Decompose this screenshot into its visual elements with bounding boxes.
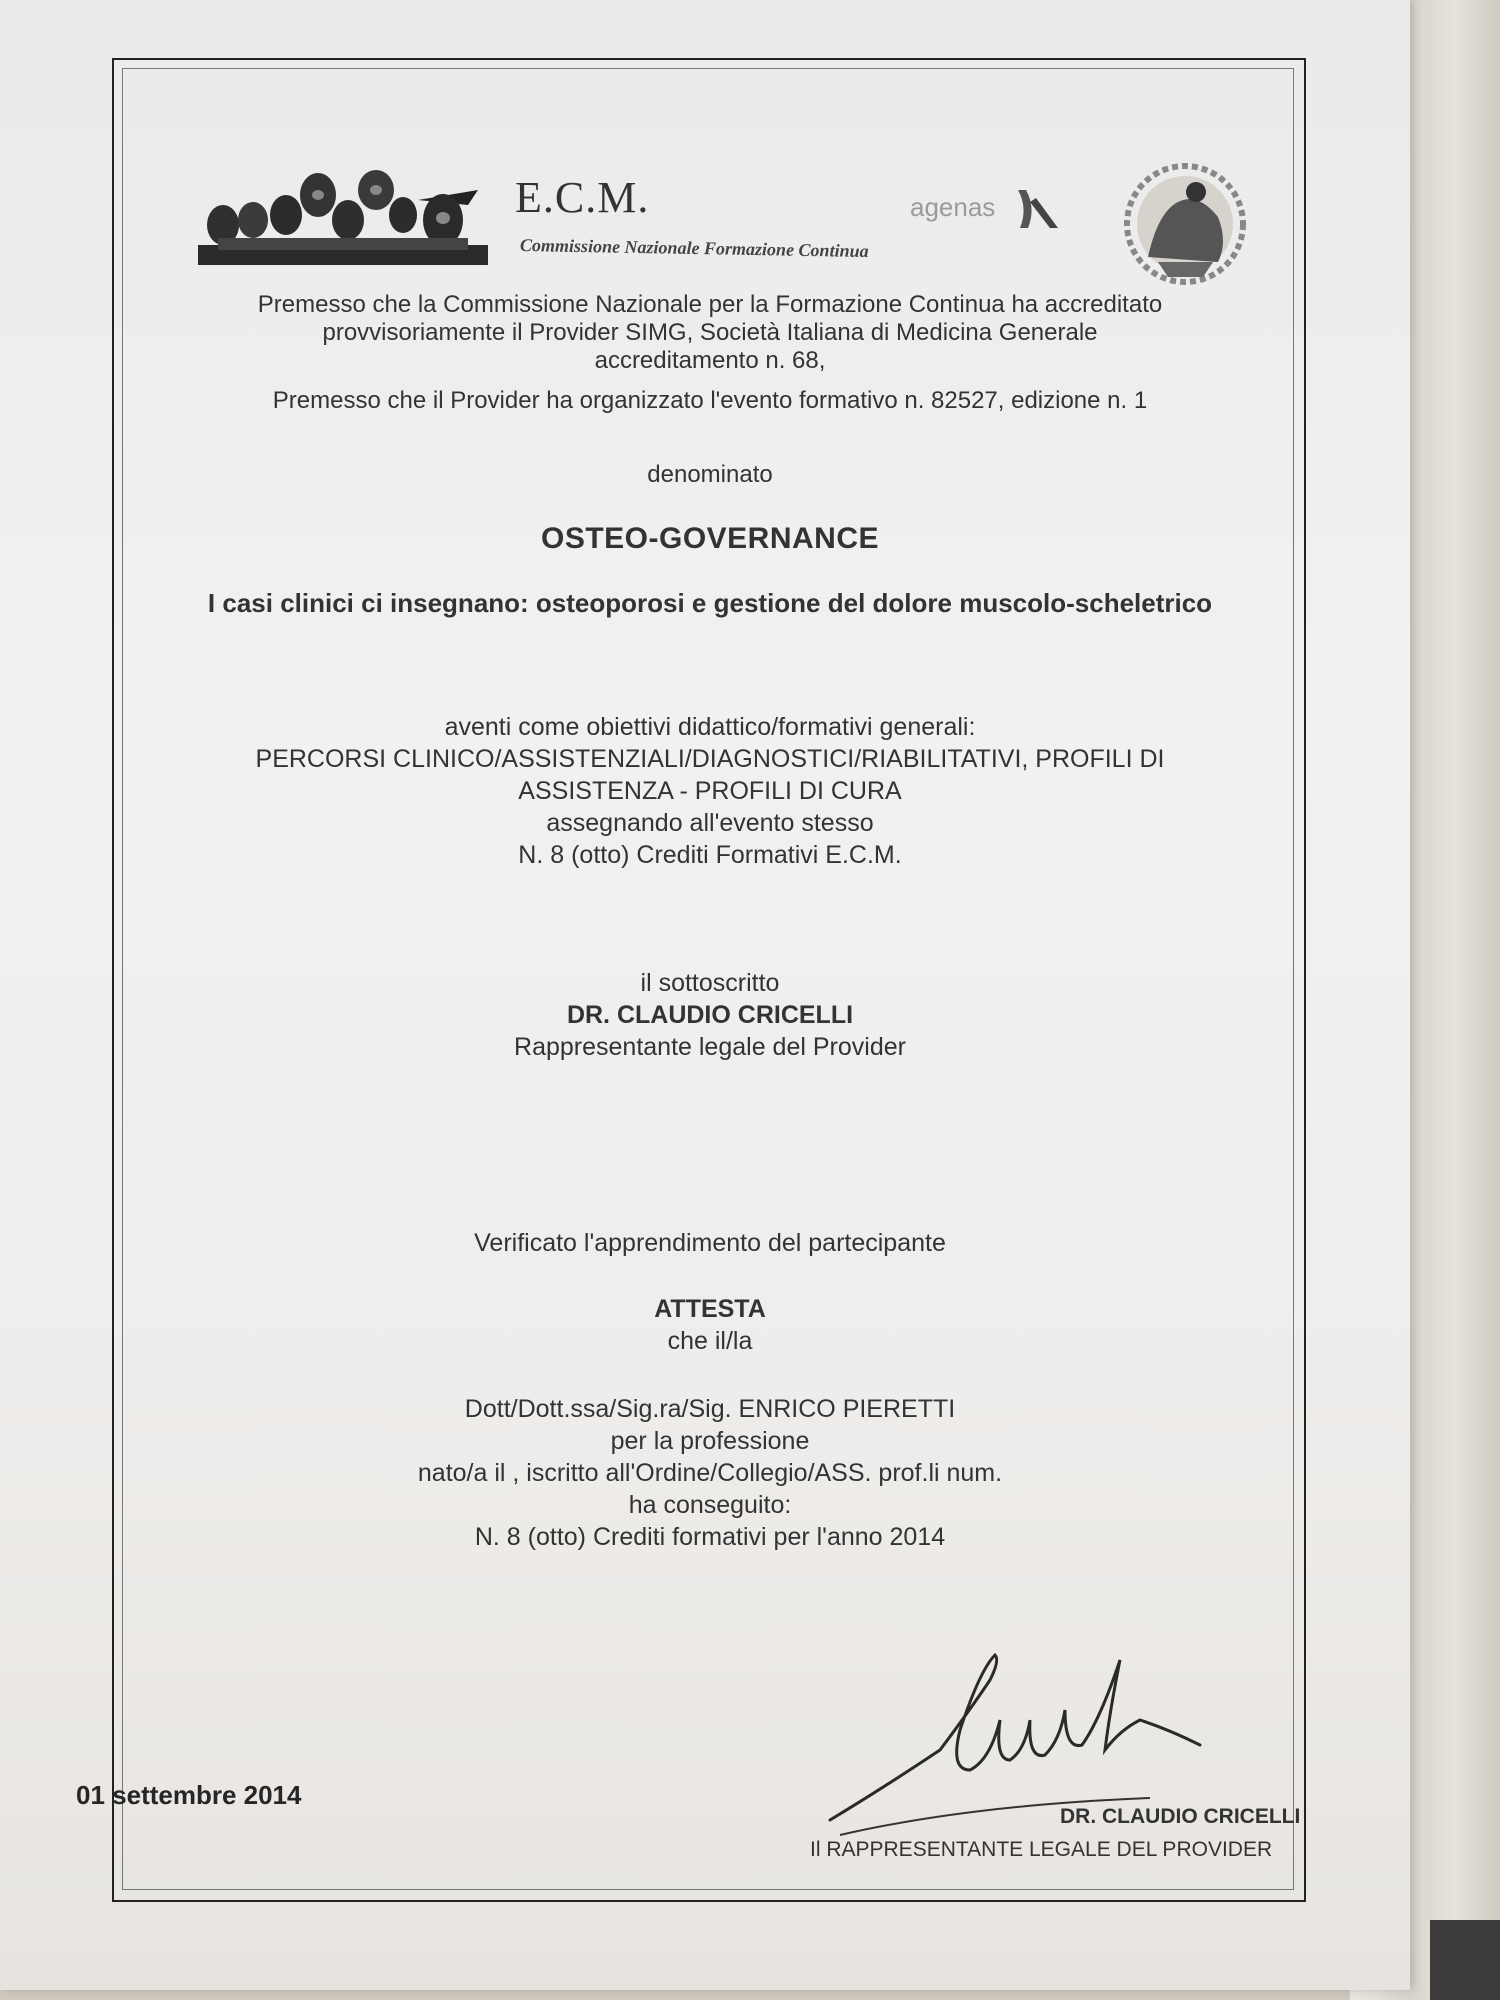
signatory-role: Rappresentante legale del Provider xyxy=(514,1033,906,1061)
ecm-figures-logo xyxy=(198,160,488,270)
intro-line-2: provvisoriamente il Provider SIMG, Società Italiana di Medicina Generale xyxy=(322,319,1098,346)
signature-name: DR. CLAUDIO CRICELLI xyxy=(1060,1805,1301,1828)
agenas-logo xyxy=(908,178,1078,238)
attesta-heading: ATTESTA xyxy=(654,1295,766,1323)
issue-date: 01 settembre 2014 xyxy=(76,1780,302,1810)
objectives-line-3: ASSISTENZA - PROFILI DI CURA xyxy=(518,777,902,805)
objectives-line-1: aventi come obiettivi didattico/formativi generali: xyxy=(444,713,976,741)
credits-awarded: N. 8 (otto) Crediti formativi per l'anno 2014 xyxy=(474,1523,946,1551)
denominato-label: denominato xyxy=(647,461,773,488)
profession-text: per la professione xyxy=(610,1427,810,1455)
intro-line-1: Premesso che la Commissione Nazionale per la Formazione Continua ha accreditato xyxy=(257,291,1163,318)
signatory-intro: il sottoscritto xyxy=(640,969,780,997)
intro-line-4: Premesso che il Provider ha organizzato l'evento formativo n. 82527, edizione n. 1 xyxy=(272,387,1148,414)
ecm-credits-event: N. 8 (otto) Crediti Formativi E.C.M. xyxy=(518,841,902,869)
birth-registration-text: nato/a il , iscritto all'Ordine/Collegio/ASS. prof.li num. xyxy=(417,1459,1003,1487)
background-surface xyxy=(1430,1920,1500,2000)
ecm-subtitle: Commissione Nazionale Formazione Continua xyxy=(519,234,869,262)
verified-text: Verificato l'apprendimento del partecipante xyxy=(474,1229,946,1257)
emblem-logo xyxy=(1118,162,1253,287)
objectives-line-2: PERCORSI CLINICO/ASSISTENZIALI/DIAGNOSTICI/RIABILITATIVI, PROFILI DI xyxy=(255,745,1165,773)
objectives-line-4: assegnando all'evento stesso xyxy=(546,809,874,837)
che-text: che il/la xyxy=(667,1327,753,1355)
achieved-text: ha conseguito: xyxy=(628,1491,792,1519)
ecm-title: E.C.M. xyxy=(515,173,650,222)
event-title: OSTEO-GOVERNANCE xyxy=(540,522,880,555)
signatory-name: DR. CLAUDIO CRICELLI xyxy=(566,1001,854,1029)
intro-line-3: accreditamento n. 68, xyxy=(594,347,826,374)
participant-name: Dott/Dott.ssa/Sig.ra/Sig. ENRICO PIERETTI xyxy=(464,1395,956,1423)
signature-role: Il RAPPRESENTANTE LEGALE DEL PROVIDER xyxy=(810,1838,1273,1861)
event-subtitle: I casi clinici ci insegnano: osteoporosi e gestione del dolore muscolo-scheletrico xyxy=(207,588,1213,618)
agenas-logo-text: agenas xyxy=(910,192,996,222)
